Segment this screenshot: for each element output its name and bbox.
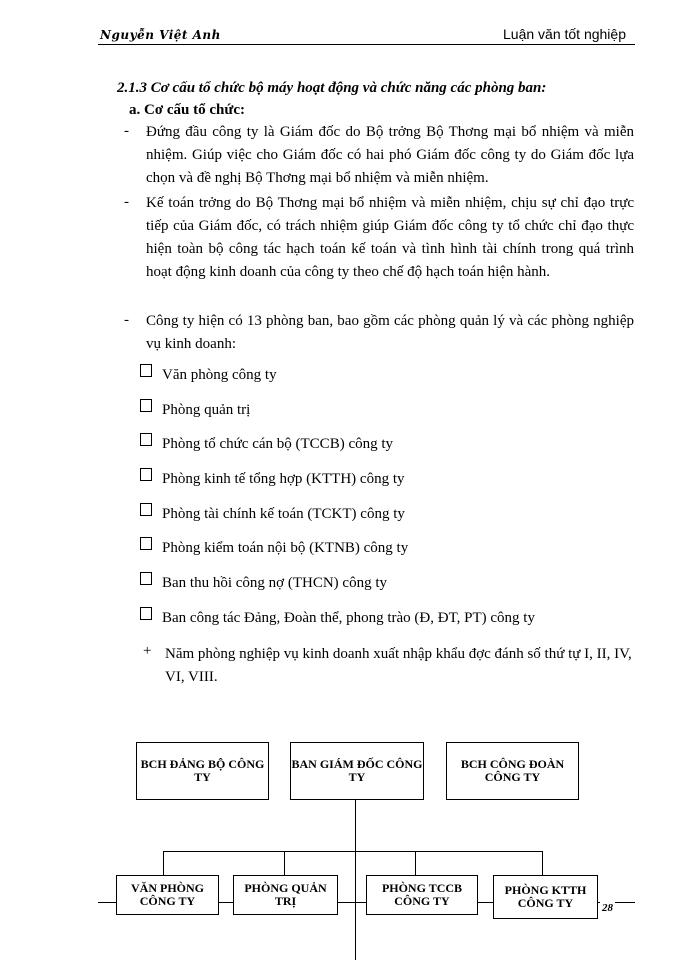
checkbox-icon — [140, 364, 152, 377]
bullet-dash: - — [124, 312, 129, 328]
org-box-union: BCH CÔNG ĐOÀN CÔNG TY — [446, 742, 579, 800]
header-author: Nguyễn Việt Anh — [100, 28, 221, 42]
bullet-paragraph: Kế toán trởng do Bộ Thơng mại bổ nhiệm và miễn nhiệm, chịu sự chỉ đạo trực tiếp của Giám đốc, có trách nhiệm giúp Giám đốc công ty tổ chức chỉ đạo thực hiện toàn bộ công tác hạch toán kế toán và tình hình tài chính trong quá trình hoạt động kinh doanh của công ty theo chế độ hạch toán hiện hành. — [146, 195, 634, 280]
checkbox-icon — [140, 572, 152, 585]
checkbox-icon — [140, 433, 152, 446]
connector-line — [542, 851, 543, 875]
page-number: 28 — [602, 902, 613, 914]
checkbox-icon — [140, 537, 152, 550]
org-box-economics: PHÒNG KTTH CÔNG TY — [493, 875, 598, 919]
list-item: Phòng quản trị — [162, 402, 251, 418]
checkbox-icon — [140, 399, 152, 412]
list-item: Phòng kinh tế tổng hợp (KTTH) công ty — [162, 471, 405, 487]
bullet-paragraph: Đứng đầu công ty là Giám đốc do Bộ trởng Bộ Thơng mại bổ nhiệm và miễn nhiệm. Giúp việc cho Giám đốc có hai phó Giám đốc công ty do Giám đốc lựa chọn và đề nghị Bộ Thơng mại bổ nhiệm và miễn nhiệm. — [146, 124, 634, 186]
org-box-party: BCH ĐẢNG BỘ CÔNG TY — [136, 742, 269, 800]
org-box-admin: PHÒNG QUẢN TRỊ — [233, 875, 338, 915]
checkbox-icon — [140, 607, 152, 620]
sub-title: a. Cơ cấu tổ chức: — [129, 102, 246, 118]
connector-line — [415, 851, 416, 875]
connector-line — [163, 851, 164, 875]
header-rule — [98, 44, 635, 45]
connector-line — [355, 800, 356, 960]
plus-marker: + — [143, 643, 152, 659]
checkbox-icon — [140, 503, 152, 516]
plus-item: Năm phòng nghiệp vụ kinh doanh xuất nhập khẩu đợc đánh số thứ tự I, II, IV, VI, VIII. — [165, 646, 632, 685]
bullet-dash: - — [124, 194, 129, 210]
org-box-personnel: PHÒNG TCCB CÔNG TY — [366, 875, 478, 915]
list-item: Ban thu hồi công nợ (THCN) công ty — [162, 575, 387, 591]
list-item: Văn phòng công ty — [162, 367, 277, 383]
bullet-paragraph: Công ty hiện có 13 phòng ban, bao gồm các phòng quản lý và các phòng nghiệp vụ kinh doanh: — [146, 313, 634, 352]
section-title: 2.1.3 Cơ cấu tổ chức bộ máy hoạt động và chức năng các phòng ban: — [117, 80, 547, 96]
list-item: Phòng tài chính kế toán (TCKT) công ty — [162, 506, 405, 522]
list-item: Ban công tác Đảng, Đoàn thể, phong trào (Đ, ĐT, PT) công ty — [162, 610, 535, 626]
list-item: Phòng kiểm toán nội bộ (KTNB) công ty — [162, 540, 409, 556]
connector-line — [284, 851, 285, 875]
bullet-dash: - — [124, 123, 129, 139]
list-item: Phòng tổ chức cán bộ (TCCB) công ty — [162, 436, 394, 452]
org-box-office: VĂN PHÒNG CÔNG TY — [116, 875, 219, 915]
header-doc-type: Luận văn tốt nghiệp — [503, 26, 626, 42]
connector-line — [163, 851, 542, 852]
org-box-director: BAN GIÁM ĐỐC CÔNG TY — [290, 742, 424, 800]
checkbox-icon — [140, 468, 152, 481]
